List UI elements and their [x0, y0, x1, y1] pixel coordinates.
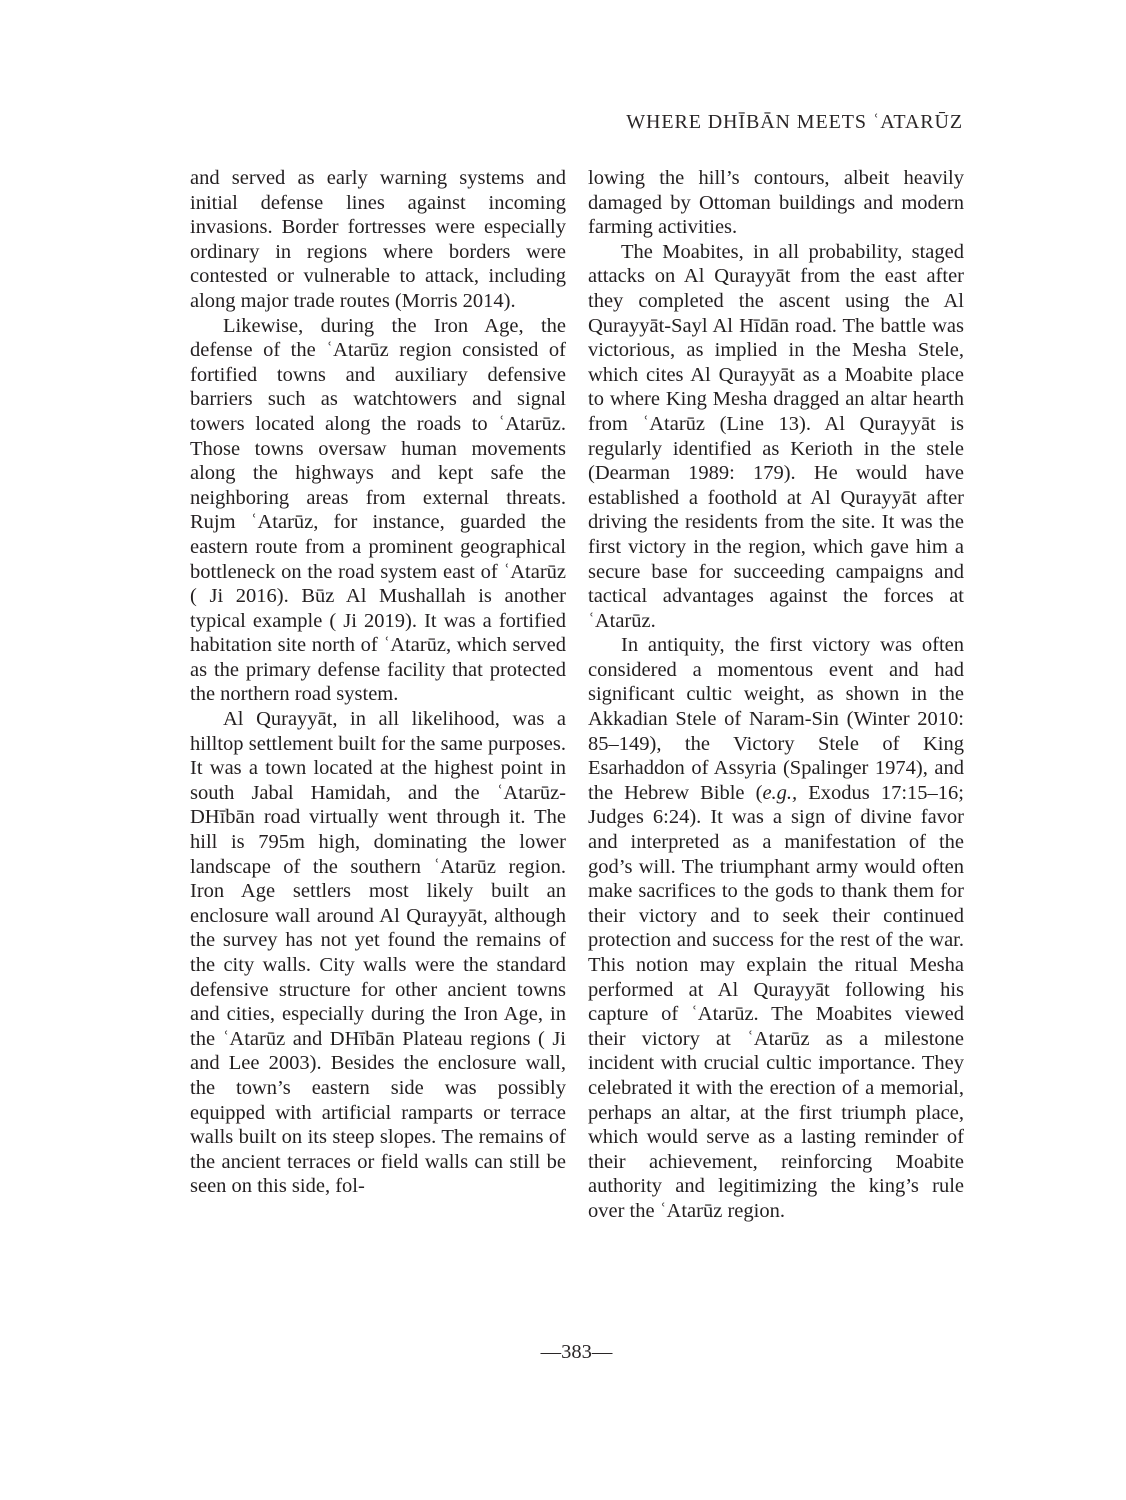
text-column-left [190, 166, 566, 1199]
paragraph [190, 166, 566, 314]
text-run: and served as early warning systems and initial defense lines against incoming invasions. Border fortresses were especially ordinary in regions where borders were contested or vulnerable to attack, including along major trade routes (Morris 2014). [190, 167, 566, 312]
text-run: Al Qurayyāt, in all likelihood, was a hilltop settlement built for the same purposes. It was a town located at the highest point in south Jabal Hamidah, and the ʿAtarūz-DHībān road virtually went through it. The hill is 795m high, dominating the lower landscape of the southern ʿAtarūz region. Iron Age settlers most likely built an enclosure wall around Al Qurayyāt, although the survey has not yet found the remains of the city walls. City walls were the standard defensive structure for other ancient towns and cities, especially during the Iron Age, in the ʿAtarūz and DHībān Plateau regions ( Ji and Lee 2003). Besides the enclosure wall, the town’s eastern side was possibly equipped with artificial ramparts or terrace walls built on its steep slopes. The remains of the ancient terraces or field walls can still be seen on this side, fol- [190, 708, 566, 1198]
page-number: —383— [540, 1341, 613, 1363]
paragraph [190, 707, 566, 1199]
paragraph [190, 314, 566, 708]
paragraph [588, 240, 964, 634]
italic-text-run: e.g., [762, 781, 798, 804]
running-head-title: WHERE DHĪBĀN MEETS ʿATARŪZ [626, 111, 963, 133]
paragraph [588, 166, 964, 240]
text-run: Likewise, during the Iron Age, the defense of the ʿAtarūz region consisted of fortified towns and auxiliary defensive barriers such as watchtowers and signal towers located along the roads to ʿAtarūz. Those towns oversaw human movements along the highways and kept safe the neighboring areas from external threats. Rujm ʿAtarūz, for instance, guarded the eastern route from a prominent geographical bottleneck on the road system east of ʿAtarūz ( Ji 2016). Būz Al Mushallah is another typical example ( Ji 2019). It was a fortified habitation site north of ʿAtarūz, which served as the primary defense facility that protected the northern road system. [190, 314, 566, 706]
text-column-right [588, 166, 964, 1224]
text-run: lowing the hill’s contours, albeit heavily damaged by Ottoman buildings and modern farming activities. [588, 167, 964, 239]
text-run: The Moabites, in all probability, staged attacks on Al Qurayyāt from the east after they completed the ascent using the Al Qurayyāt-Sayl Al Hīdān road. The battle was victorious, as implied in the Mesha Stele, which cites Al Qurayyāt as a Moabite place to where King Mesha dragged an altar hearth from ʿAtarūz (Line 13). Al Qurayyāt is regularly identified as Kerioth in the stele (Dearman 1989: 179). He would have established a foothold at Al Qurayyāt after driving the residents from the site. It was the first victory in the region, which gave him a secure base for succeeding campaigns and tactical advantages against the forces at ʿAtarūz. [588, 240, 964, 632]
text-run: Exodus 17:15–16; Judges 6:24). It was a sign of divine favor and interpreted as a manifestation of the god’s will. The triumphant army would often make sacrifices to the gods to thank them for their victory and to seek their continued protection and success for the rest of the war. This notion may explain the ritual Mesha performed at Al Qurayyāt following his capture of ʿAtarūz. The Moabites viewed their victory at ʿAtarūz as a milestone incident with crucial cultic importance. They celebrated it with the erection of a memorial, perhaps an altar, at the first triumph place, which would serve as a lasting reminder of their achievement, reinforcing Moabite authority and legitimizing the king’s rule over the ʿAtarūz region. [588, 781, 964, 1222]
text-run: In antiquity, the first victory was often considered a momentous event and had significant cultic weight, as shown in the Akkadian Stele of Naram-Sin (Winter 2010: 85–149), the Victory Stele of King Esarhaddon of Assyria (Spalinger 1974), and the Hebrew Bible ( [588, 634, 964, 804]
paragraph [588, 633, 964, 1223]
